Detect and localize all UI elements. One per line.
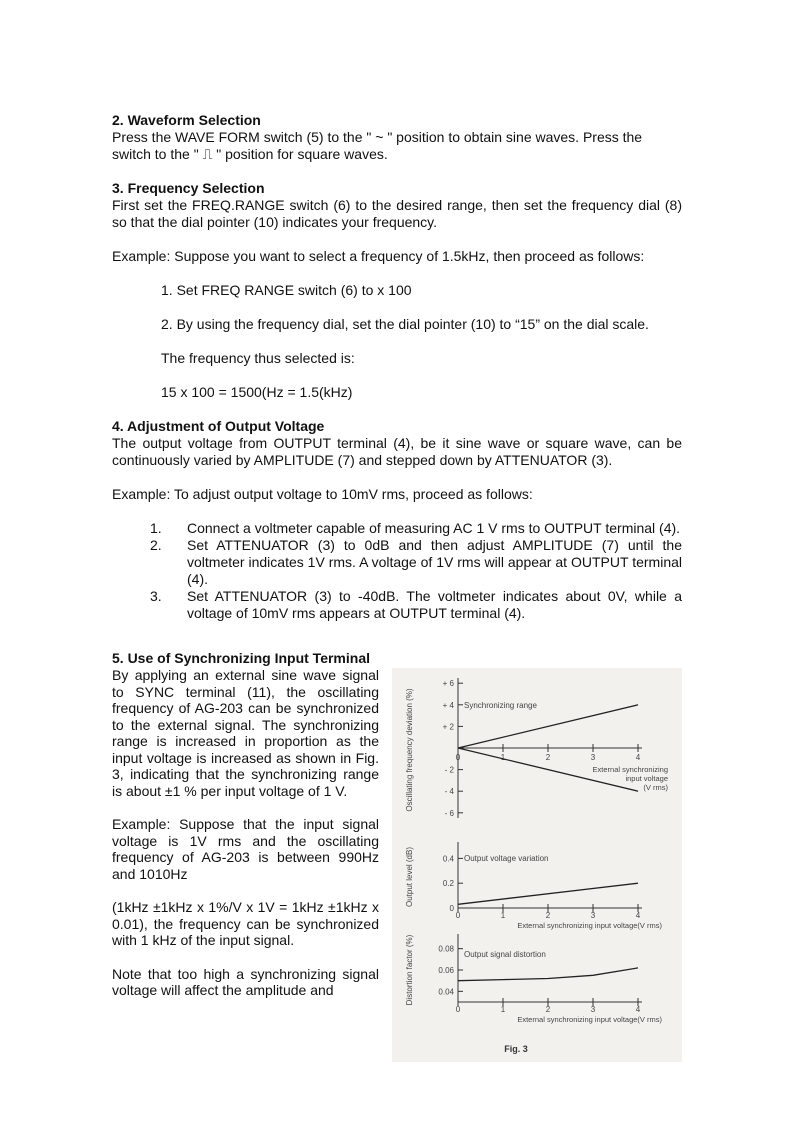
step: 2. By using the frequency dial, set the dial pointer (10) to “15” on the dial scale.	[161, 316, 649, 332]
section-output-voltage	[112, 418, 682, 622]
list-number: 1.	[150, 520, 162, 536]
section-heading: 2. Waveform Selection	[112, 112, 261, 128]
step: 1. Set FREQ RANGE switch (6) to x 100	[161, 282, 412, 298]
series-line-upper	[458, 705, 638, 748]
x-tick-label: 0	[455, 1005, 461, 1014]
list-text: Set ATTENUATOR (3) to 0dB and then adjust AMPLITUDE (7) until the voltmeter indicates 1V rms. A voltage of 1V rms will appear at OUTPUT terminal (4).	[187, 537, 682, 587]
x-tick-label: 1	[500, 753, 506, 762]
list-text: Set ATTENUATOR (3) to -40dB. The voltmeter indicates about 0V, while a voltage of 10mV rms appears at OUTPUT terminal (4).	[187, 588, 682, 621]
paragraph: Note that too high a synchronizing signal voltage will affect the amplitude and	[112, 965, 379, 998]
chart-title: Synchronizing range	[464, 701, 537, 710]
paragraph: The frequency thus selected is:	[161, 350, 355, 366]
x-tick-label: 1	[500, 911, 506, 920]
chart-title: Output signal distortion	[464, 950, 546, 959]
paragraph: switch to the " ⎍ " position for square waves.	[112, 146, 388, 162]
y-tick-label: 0.2	[442, 879, 454, 889]
list-number: 2.	[150, 537, 162, 553]
x-tick-label: 4	[635, 911, 641, 920]
x-tick-label: 1	[500, 1005, 506, 1014]
paragraph: (1kHz ±1kHz x 1%/V x 1V = 1kHz ±1kHz x 0.01), the frequency can be synchronized with 1 kHz of the input signal.	[112, 899, 379, 948]
y-tick-label: 0.4	[442, 854, 454, 864]
x-tick-label: 4	[635, 1005, 641, 1014]
x-axis-label: input voltage	[625, 774, 668, 783]
y-tick-label: - 6	[444, 808, 454, 818]
section-heading: 4. Adjustment of Output Voltage	[112, 418, 325, 434]
x-tick-label: 0	[455, 753, 461, 762]
list-item	[150, 537, 682, 588]
document-body	[112, 112, 682, 639]
figure-3	[392, 668, 682, 1062]
y-tick-label: + 2	[442, 722, 454, 732]
figure-caption: Fig. 3	[504, 1044, 528, 1054]
x-tick-label: 0	[455, 911, 461, 920]
y-tick-label: 0.04	[438, 987, 454, 997]
paragraph: First set the FREQ.RANGE switch (6) to the desired range, then set the frequency dial (8) so that the dial pointer (10) indicates your frequency.	[112, 197, 682, 230]
paragraph: Example: Suppose you want to select a frequency of 1.5kHz, then proceed as follows:	[112, 248, 645, 264]
y-axis-label: Distortion factor (%)	[405, 934, 414, 1006]
x-axis-label: External synchronizing	[592, 765, 668, 774]
y-tick-label: 0.06	[438, 966, 454, 975]
x-tick-label: 2	[545, 1005, 551, 1014]
y-tick-label: + 6	[442, 679, 454, 689]
list-number: 3.	[150, 588, 162, 604]
list-item	[150, 520, 682, 537]
section-waveform	[112, 112, 682, 163]
section-frequency	[112, 180, 682, 401]
list-text: Connect a voltmeter capable of measuring AC 1 V rms to OUTPUT terminal (4).	[187, 520, 681, 536]
figure-3-charts	[392, 668, 682, 1062]
x-tick-label: 3	[590, 1005, 596, 1014]
paragraph: Press the WAVE FORM switch (5) to the " ~ " position to obtain sine waves. Press the	[112, 129, 643, 145]
section-sync-input	[112, 650, 379, 999]
x-tick-label: 2	[545, 911, 551, 920]
x-axis-label: External synchronizing input voltage(V rms)	[517, 1015, 662, 1024]
paragraph: Example: Suppose that the input signal voltage is 1V rms and the oscillating frequency of AG-203 is between 990Hz and 1010Hz	[112, 816, 379, 882]
section-heading: 3. Frequency Selection	[112, 180, 265, 196]
x-axis-label: (V rms)	[643, 783, 668, 792]
x-tick-label: 4	[635, 753, 641, 762]
x-axis-label: External synchronizing input voltage(V rms)	[517, 921, 662, 930]
y-tick-label: - 4	[444, 787, 454, 797]
y-tick-label: 0.08	[438, 944, 454, 954]
y-axis-label: Output level (dB)	[405, 846, 414, 908]
paragraph: Example: To adjust output voltage to 10mV rms, proceed as follows:	[112, 486, 533, 502]
y-axis-label: Oscillating frequency deviation (%)	[405, 688, 414, 812]
y-tick-label: + 4	[442, 700, 454, 710]
x-tick-label: 2	[545, 753, 551, 762]
numbered-list	[112, 520, 682, 622]
paragraph: By applying an external sine wave signal to SYNC terminal (11), the oscillating frequency of AG-203 can be synchronized to the external signal. The synchronizing range is increased in proportion as the input voltage is increased as shown in Fig. 3, indicating that the synchronizing range is about ±1 % per input voltage of 1 V.	[112, 667, 379, 799]
series-line-output-level	[458, 883, 638, 904]
x-tick-label: 3	[590, 753, 596, 762]
series-line-distortion	[458, 968, 638, 981]
y-tick-label: 0	[449, 904, 454, 913]
section-heading: 5. Use of Synchronizing Input Terminal	[112, 650, 370, 666]
paragraph: The output voltage from OUTPUT terminal (4), be it sine wave or square wave, can be continuously varied by AMPLITUDE (7) and stepped down by ATTENUATOR (3).	[112, 435, 682, 468]
list-item	[150, 588, 682, 622]
chart-title: Output voltage variation	[464, 854, 549, 863]
x-tick-label: 3	[590, 911, 596, 920]
y-tick-label: - 2	[444, 765, 454, 775]
formula: 15 x 100 = 1500(Hz = 1.5(kHz)	[161, 384, 353, 400]
